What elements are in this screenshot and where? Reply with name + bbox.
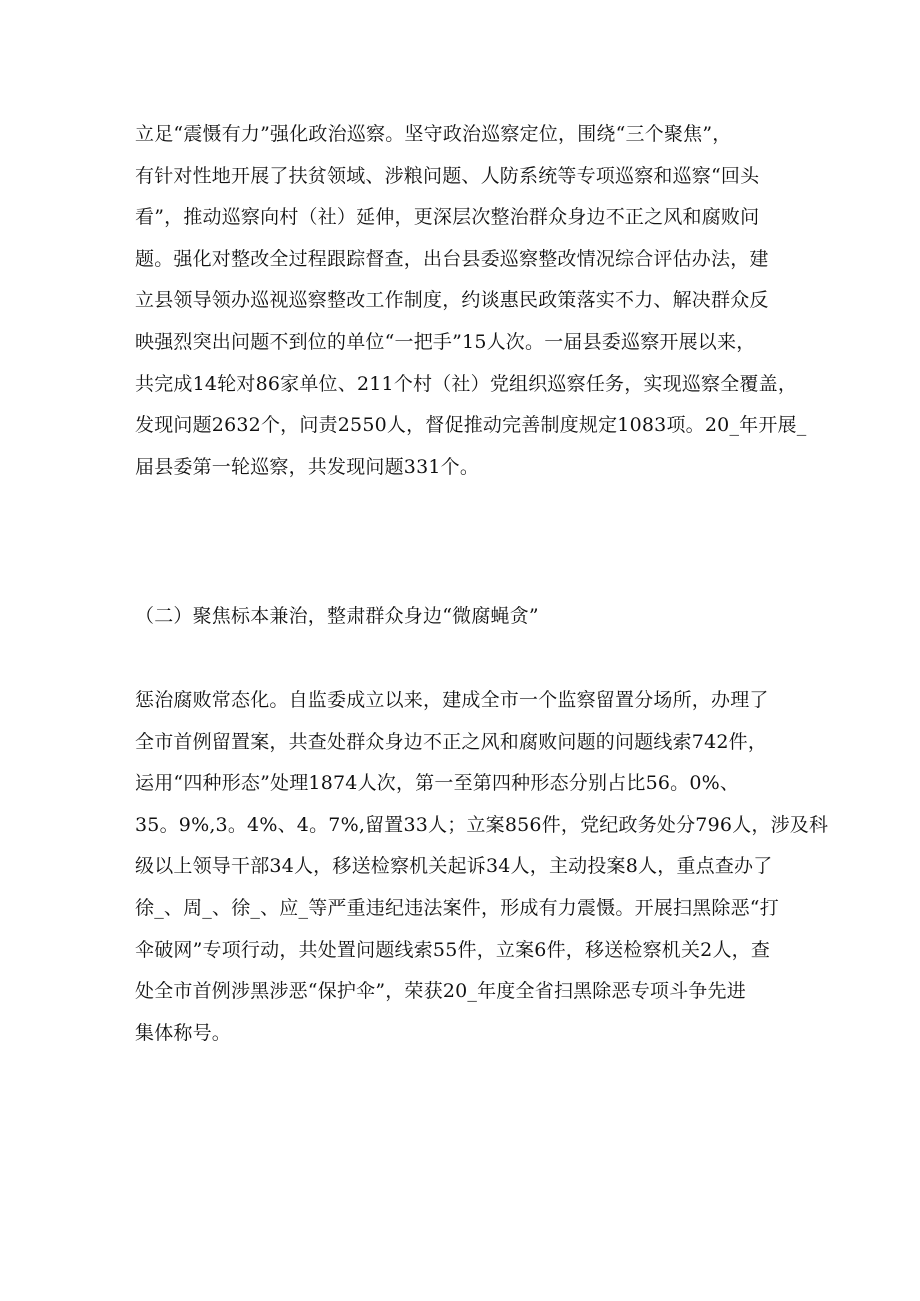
paragraph-line: 届县委第一轮巡察，共发现问题331个。 bbox=[135, 455, 480, 478]
paragraph-line: 集体称号。 bbox=[135, 1021, 232, 1044]
section-heading-text: （二）聚焦标本兼治，整肃群众身边“微腐蝇贪” bbox=[135, 605, 539, 627]
paragraph-line: 立县领导领办巡视巡察整改工作制度，约谈惠民政策落实不力、解决群众反 bbox=[135, 289, 769, 312]
paragraph-line: 立足“震慑有力”强化政治巡察。坚守政治巡察定位，围绕“三个聚焦”， bbox=[135, 123, 732, 145]
paragraph-line: 有针对性地开展了扶贫领域、涉粮问题、人防系统等专项巡察和巡察“回头 bbox=[135, 164, 760, 187]
paragraph-line: 伞破网”专项行动，共处置问题线索55件，立案6件，移送检察机关2人，查 bbox=[135, 938, 771, 961]
paragraph-line: 级以上领导干部34人，移送检察机关起诉34人，主动投案8人，重点查办了 bbox=[135, 855, 773, 878]
paragraph-line: 35。9%,3。4%、4。7%,留置33人；立案856件，党纪政务处分796人，涉及科 bbox=[135, 813, 829, 836]
paragraph-line: 共完成14轮对86家单位、211个村（社）党组织巡察任务，实现巡察全覆盖， bbox=[135, 372, 798, 395]
paragraph-anti-corruption bbox=[135, 680, 829, 1054]
paragraph-line: 徐_、周_、徐_、应_等严重违纪违法案件，形成有力震慑。开展扫黑除恶“打 bbox=[135, 896, 779, 919]
paragraph-line: 发现问题2632个，问责2550人，督促推动完善制度规定1083项。20_年开展_ bbox=[135, 414, 807, 437]
paragraph-political-inspection bbox=[135, 114, 807, 488]
paragraph-line: 题。强化对整改全过程跟踪督查，出台县委巡察整改情况综合评估办法，建 bbox=[135, 247, 769, 270]
paragraph-line: 看”，推动巡察向村（社）延伸，更深层次整治群众身边不正之风和腐败问 bbox=[135, 206, 760, 229]
paragraph-line: 运用“四种形态”处理1874人次，第一至第四种形态分别占比56。0%、 bbox=[135, 772, 740, 795]
paragraph-line: 映强烈突出问题不到位的单位“一把手”15人次。一届县委巡察开展以来， bbox=[135, 330, 756, 353]
paragraph-line: 惩治腐败常态化。自监委成立以来，建成全市一个监察留置分场所，办理了 bbox=[135, 689, 769, 711]
paragraph-line: 处全市首例涉黑涉恶“保护伞”，荣获20_年度全省扫黑除恶专项斗争先进 bbox=[135, 980, 746, 1003]
section-heading bbox=[135, 596, 795, 638]
paragraph-line: 全市首例留置案，共查处群众身边不正之风和腐败问题的问题线索742件， bbox=[135, 730, 768, 753]
